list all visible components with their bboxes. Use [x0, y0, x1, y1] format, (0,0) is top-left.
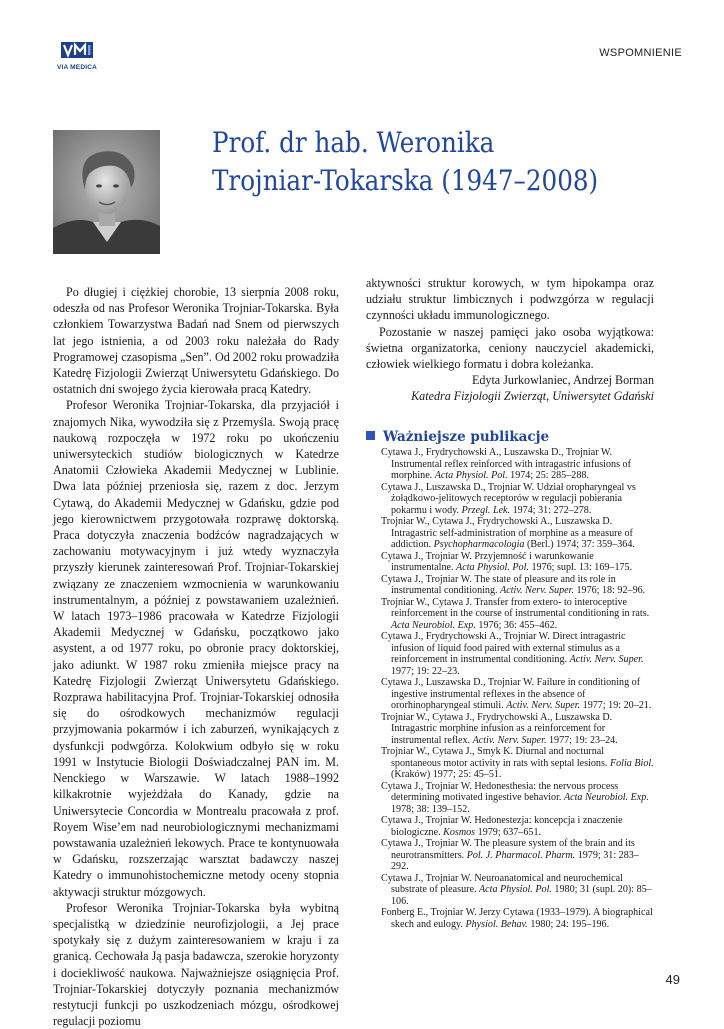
publication-item — [381, 873, 654, 908]
publication-ref: 1980; 31 (supl. 20): 85–106. — [391, 884, 652, 907]
title-line-1: Prof. dr hab. Weronika — [212, 126, 495, 159]
publications-heading — [366, 429, 656, 445]
publication-item — [381, 574, 654, 597]
publication-item — [381, 447, 654, 482]
paragraph: Pozostanie w naszej pamięci jako osoba wyjątkowa: świetna organizatorka, ceniony nauczyciel akademicki, człowiek wielkiego formatu i dobra koleżanka. — [366, 324, 654, 372]
publication-text: Cytawa J., Trojniar W. Hedonesthesia: the nervous process determining motivated ingestive behavior. — [381, 780, 619, 803]
publication-item — [381, 516, 654, 551]
publication-journal: Acta Neurobiol. Exp. — [563, 792, 649, 803]
publication-text: Trojniar W., Cytawa J., Frydrychowski A., Luszawska D. Intragastric morphine infusion as a reinforcement for instrumental reflex. — [381, 711, 613, 746]
signature-authors: Edyta Jurkowlaniec, Andrzej Borman — [471, 373, 654, 388]
publication-text: Trojniar W., Cytawa J., Smyk K. Diurnal and nocturnal spontaneous motor activity in rats with septal lesions. — [381, 746, 610, 769]
publication-text: Trojniar W., Cytawa J. Transfer from extero- to interoceptive reinforcement in the course of instrumental conditioning in rats. — [381, 596, 650, 619]
publication-ref: 1974; 25: 285–288. — [507, 470, 589, 481]
publication-ref: 1980; 24: 195–196. — [527, 918, 610, 930]
publication-ref: 1977; 19: 20–21. — [580, 700, 652, 711]
publication-item — [381, 482, 654, 517]
publication-text: Cytawa J., Trojniar W. The state of pleasure and its role in instrumental conditioning. — [381, 573, 616, 596]
logo-text: VIA MEDICA — [56, 64, 98, 71]
publication-journal: Physiol. Behav. — [465, 918, 528, 930]
body-column-right — [366, 275, 654, 405]
publication-ref: 1976; 18: 92–96. — [573, 585, 646, 596]
page-number: 49 — [665, 972, 680, 987]
publications-list — [381, 447, 654, 930]
publication-text: Cytawa J., Frydrychowski A., Trojniar W. Direct intragastric infusion of liquid food paired with external stimulus as a reinforcement in instrumental conditioning. — [381, 631, 626, 665]
publication-item — [381, 631, 654, 677]
via-medica-logo-icon — [61, 42, 93, 58]
page-title — [212, 124, 617, 200]
publication-ref: 1974; 31: 272–278. — [510, 504, 592, 516]
publication-item — [381, 815, 654, 838]
paragraph: Profesor Weronika Trojniar-Tokarska, dla przyjaciół i znajomych Nika, wywodziła się z Przemyśla. Swoją pracę naukową rozpoczęła w 1972 roku po ukończeniu uniwersyteckich studiów biologicznych w Katedrze Anatomii Człowieka Akademii Medycznej w Lublinie. Dwa lata później przeniosła się, razem z doc. Jerzym Cytawą, do Akademii Medycznej w Gdańsku, gdzie pod jego kierownictwem przygotowała rozprawę doktorską. Praca dotyczyła znaczenia bodźców nagradzających w zachowaniu motywacyjnym i już wtedy wyznaczyła przyszły kierunek zainteresowań Prof. Trojniar-Tokarskiej związany ze znaczeniem wzmocnienia w warunkowaniu instrumentalnym, a później z powstawaniem uzależnień. W latach 1973–1986 pracowała w Katedrze Fizjologii Akademii Medycznej w Gdańsku, początkowo jako asystent, a od 1977 roku, po obronie pracy doktorskiej, jako adiunkt. W 1987 roku zmieniła miejsce pracy na Katedrę Fizjologii Zwierząt Uniwersytetu Gdańskiego. Rozprawa habilitacyjna Prof. Trojniar-Tokarskiej odnosiła się do ośrodkowych mechanizmów regulacji przyjmowania pokarmów i ich zaburzeń, wynikających z dysfunkcji podwgórza. Kolokwium odbyło się w roku 1991 w Instytucie Biologii Doświadczalnej PAN im. M. Nenckiego w Warszawie. W latach 1988–1992 kilkakrotnie wyjeżdżała do Kanady, gdzie na Uniwersytecie Concordia w Montrealu pracowała z prof. Royem Wise’em nad neurobiologicznymi mechanizmami powstawania uzależnień lekowych. Prace te kontynuowała w Gdańsku, rozszerzając warsztat badawczy naszej Katedry o immunohistochemiczne metody oceny stopnia aktywacji struktur mózgowych. — [53, 398, 339, 899]
publication-item — [381, 746, 654, 781]
publication-ref: (Kraków) 1977; 25: 45–51. — [391, 769, 502, 780]
publications-heading-text: Ważniejsze publikacje — [383, 429, 550, 445]
publication-journal: Acta Physiol. Pol. — [456, 562, 529, 573]
publication-journal: Psychopharmacologia — [433, 539, 525, 550]
publication-item — [381, 781, 654, 816]
publication-journal: Kosmos — [443, 826, 476, 838]
publication-journal: Przegl. Lek. — [461, 504, 511, 516]
publication-journal: Activ. Nerv. Super. — [500, 585, 574, 596]
portrait-photo — [53, 130, 160, 254]
square-bullet-icon — [366, 431, 375, 440]
publication-journal: Pol. J. Pharmacol. Pharm. — [466, 849, 576, 861]
publication-ref: 1979; 637–651. — [475, 826, 542, 838]
publication-journal: Acta Neurobiol. Exp. — [391, 619, 476, 631]
paragraph: aktywności struktur korowych, w tym hipokampa oraz udziału struktur limbicznych i podwzgórza w regulacji czynności układu immunologicznego. — [366, 276, 654, 323]
publication-text: Cytawa J., Luszawska D., Trojniar W. Failure in conditioning of ingestive instrumental reflexes in the absence of ororhinopharyngeal stimuli. — [381, 677, 641, 711]
body-column-left — [53, 284, 339, 1029]
signature-affiliation: Katedra Fizjologii Zwierząt, Uniwersytet Gdański — [411, 389, 654, 404]
publisher-logo — [54, 42, 100, 71]
publication-journal: Activ. Nerv. Super. — [506, 700, 581, 711]
publication-item — [381, 838, 654, 873]
publication-journal: Folia Biol. — [609, 757, 654, 769]
publication-text: Cytawa J., Trojniar W. Neuroanatomical and neurochemical substrate of pleasure. — [381, 872, 623, 895]
publication-journal: Activ. Nerv. Super. — [472, 734, 547, 746]
publication-journal: Acta Physiol. Pol. — [479, 884, 552, 895]
publication-text: Trojniar W., Cytawa J., Frydrychowski A., Luszawska D. Intragastric self-administration of morphine as a measure of addiction. — [381, 516, 633, 550]
publication-item — [381, 551, 654, 574]
publication-ref: 1978; 38: 139–152. — [391, 803, 470, 815]
publication-ref: 1977; 19: 23–24. — [546, 734, 618, 746]
publication-item — [381, 712, 654, 747]
publication-ref: 1977; 19: 22–23. — [391, 665, 460, 677]
publication-text: Cytawa J., Luszawska D., Trojniar W. Udział oropharyngeal vs żołądkowo-jelitowych receptorów w regulacji pobierania pokarmu i wody. — [381, 481, 636, 516]
publication-ref: 1976; supl. 13: 169–175. — [528, 562, 633, 573]
publication-journal: Activ. Nerv. Super. — [569, 654, 644, 665]
publication-text: Cytawa J., Trojniar W. Hedonestezja: koncepcja i znaczenie biologiczne. — [381, 815, 623, 838]
publication-item — [381, 677, 654, 712]
title-line-2: Trojniar-Tokarska (1947–2008) — [212, 164, 599, 197]
section-label: WSPOMNIENIE — [599, 47, 682, 59]
publication-text: Cytawa J., Frydrychowski A., Luszawska D., Trojniar W. Instrumental reflex reinforced with intragastric infusions of morphine. — [381, 447, 631, 481]
paragraph: Po długiej i ciężkiej chorobie, 13 sierpnia 2008 roku, odeszła od nas Profesor Weronika Trojniar-Tokarska. Była członkiem Towarzystwa Badań nad Snem od pierwszych lat jego istnienia, a od 2003 roku należała do Rady Programowej czasopisma „Sen”. Od 2002 roku prowadziła Katedrę Fizjologii Zwierząt Uniwersytetu Gdańskiego. Do ostatnich dni swojego życia kierowała pracą Katedry. — [53, 285, 339, 397]
publication-text: Cytawa J., Trojniar W. Przyjemność i warunkowanie instrumentalne. — [381, 550, 594, 573]
publication-text: Cytawa J., Trojniar W. The pleasure system of the brain and its neurotransmitters. — [381, 838, 635, 861]
paragraph: Profesor Weronika Trojniar-Tokarska była wybitną specjalistką w dziedzinie neurofizjologii, a Jej prace spotykały się z dużym zainteresowaniem w kraju i za granicą. Cechowała Ją pasja badawcza, szerokie horyzonty i dociekliwość naukowa. Najważniejsze osiągnięcia Prof. Trojniar-Tokarskiej dotyczyły poznania mechanizmów restytucji funkcji po uszkodzeniach mózgu, ośrodkowej regulacji poziomu — [53, 900, 339, 1029]
publication-item — [381, 597, 654, 632]
publication-ref: 1976; 36: 455–462. — [475, 619, 558, 631]
publication-ref: 1979; 31: 283–292. — [391, 849, 639, 872]
publication-ref: (Berl.) 1974; 37: 359–364. — [524, 539, 635, 550]
publication-journal: Acta Physiol. Pol. — [434, 470, 508, 481]
publication-item — [381, 907, 654, 930]
publication-text: Fonberg E., Trojniar W. Jerzy Cytawa (1933–1979). A biographical skech and eulogy. — [381, 907, 653, 930]
